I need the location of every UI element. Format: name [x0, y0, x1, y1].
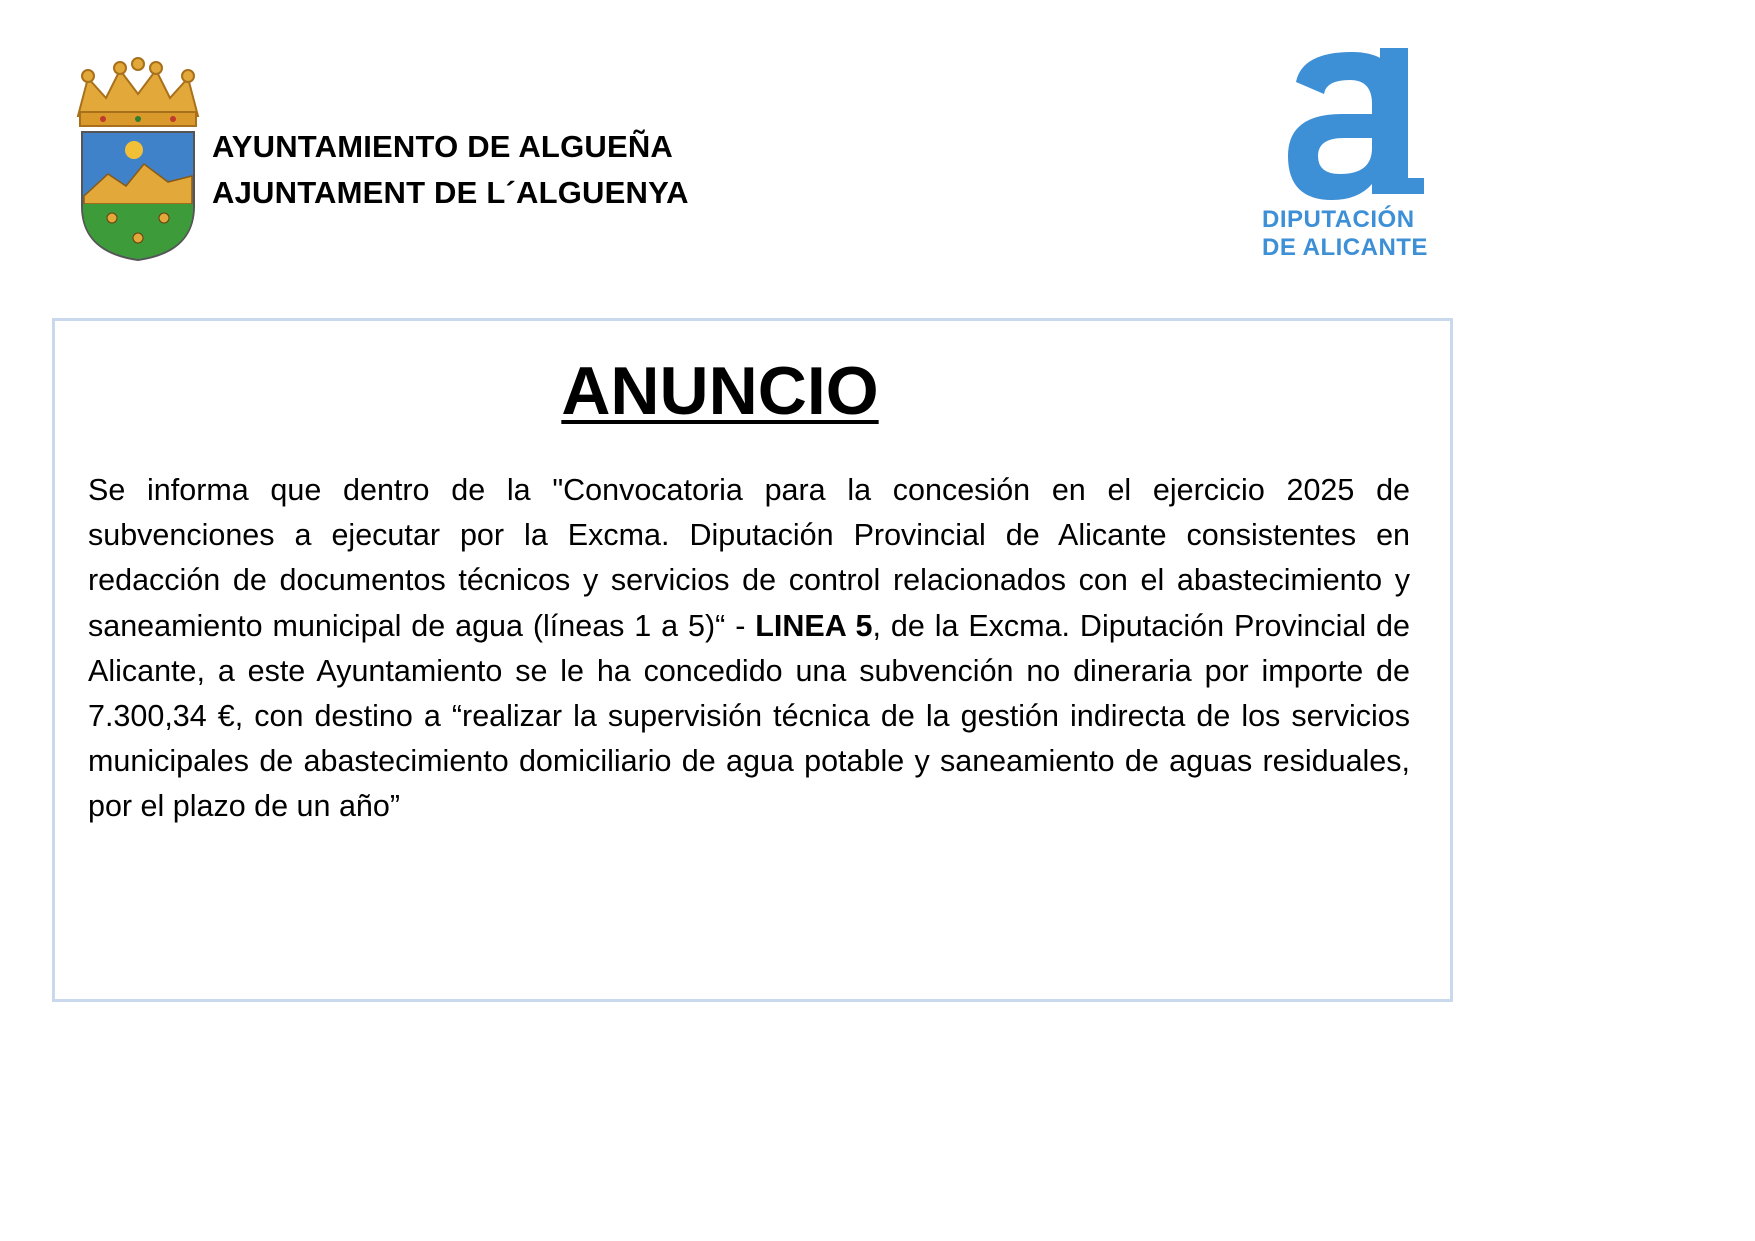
diputacion-logo-text: [1262, 206, 1442, 262]
crown-icon: [78, 58, 198, 126]
logo-line-2: DE ALICANTE: [1262, 234, 1428, 261]
notice-body: [88, 468, 1410, 830]
org-name-valencian: AJUNTAMENT DE L´ALGUENYA: [212, 175, 689, 210]
notice-body-intro: Se informa que dentro de la "Convocatoria para la concesión en el ejercicio 2025 de subvenciones a ejecutar por la Excma. Diputación Provincial de Alicante consistentes en redacción de documentos técnicos y servicios de control relacionados con el abastecimiento y saneamiento municipal de agua (líneas 1 a 5)“ -: [88, 473, 1410, 643]
notice-body-conclusion: , de la Excma. Diputación Provincial de Alicante, a este Ayuntamiento se le ha concedido una subvención no dineraria por importe de 7.300,34 €, con destino a “realizar la supervisión técnica de la gestión indirecta de los servicios municipales de abastecimiento domiciliario de agua potable y saneamiento de aguas residuales, por el plazo de un año”: [88, 608, 1410, 824]
notice-body-line-number: LINEA 5: [755, 608, 873, 643]
organization-names: [212, 124, 689, 216]
notice-title: ANUNCIO: [561, 353, 879, 429]
org-name-spanish: AYUNTAMIENTO DE ALGUEÑA: [212, 129, 674, 164]
logo-line-1: DIPUTACIÓN: [1262, 206, 1415, 233]
coat-of-arms-icon: [68, 56, 208, 262]
notice-box: [52, 318, 1453, 1002]
